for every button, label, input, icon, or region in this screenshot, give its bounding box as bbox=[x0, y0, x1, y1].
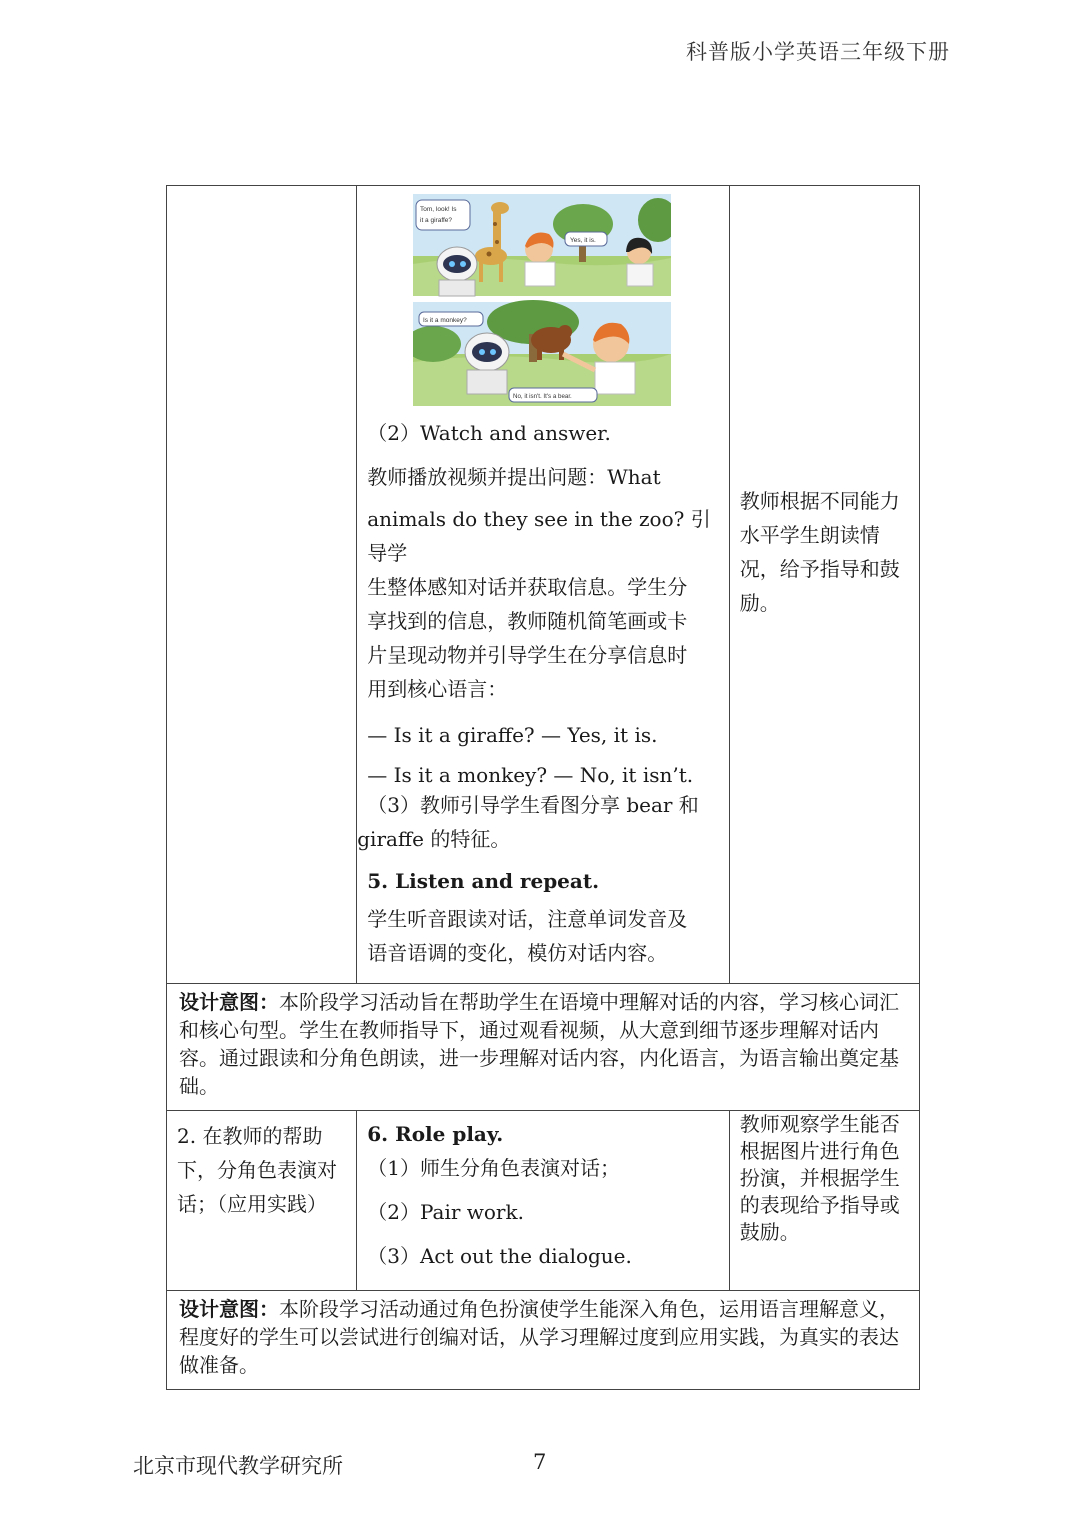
design-intent-label: 设计意图： bbox=[179, 1297, 279, 1321]
lesson-plan-table bbox=[166, 185, 920, 1390]
bubble-giraffe-question-line1: Tom, look! Is bbox=[420, 206, 457, 213]
objective-cell bbox=[167, 1111, 357, 1291]
assessment-note: 教师观察学生能否根据图片进行角色扮演，并根据学生的表现给予指导或鼓励。 bbox=[739, 1112, 900, 1244]
activity-text-line: 学生听音跟读对话，注意单词发音及 bbox=[367, 907, 688, 931]
activity-text-line: 片呈现动物并引导学生在分享信息时 bbox=[367, 643, 688, 667]
page-number: 7 bbox=[533, 1450, 547, 1474]
footer-organization: 北京市现代教学研究所 bbox=[133, 1454, 343, 1478]
table-row-activity-roleplay bbox=[167, 1111, 920, 1291]
dialogue-line-monkey: — Is it a monkey? — No, it isn’t. bbox=[367, 763, 694, 787]
activity-text-line: 用到核心语言： bbox=[367, 677, 508, 701]
design-intent-cell bbox=[167, 1291, 920, 1390]
bubble-monkey-question: Is it a monkey? bbox=[423, 317, 467, 324]
activity-text-line: 语音语调的变化，模仿对话内容。 bbox=[367, 941, 668, 965]
page-header: 科普版小学英语三年级下册 bbox=[686, 40, 950, 64]
table-row-activity-listen bbox=[167, 186, 920, 984]
table-row-intent-1 bbox=[167, 984, 920, 1111]
assessment-cell bbox=[729, 1111, 919, 1291]
design-intent-cell bbox=[167, 984, 920, 1111]
activity-text-line: animals do they see in the zoo? 引导学 bbox=[367, 507, 711, 565]
zoo-dialogue-picture bbox=[413, 194, 671, 406]
activity-text-line: 教师播放视频并提出问题：What bbox=[367, 465, 661, 489]
bubble-giraffe-answer: Yes, it is. bbox=[570, 237, 597, 244]
design-intent-text: 本阶段学习活动通过角色扮演使学生能深入角色，运用语言理解意义，程度好的学生可以尝试进行创编对话，从学习理解过度到应用实践，为真实的表达做准备。 bbox=[179, 1297, 899, 1377]
objective-cell-empty bbox=[167, 186, 357, 984]
bubble-giraffe-question-line2: it a giraffe? bbox=[420, 217, 453, 224]
roleplay-step: （1）师生分角色表演对话； bbox=[367, 1156, 620, 1180]
activity-text-line: 享找到的信息，教师随机简笔画或卡 bbox=[367, 609, 688, 633]
step-watch-and-answer: （2）Watch and answer. bbox=[367, 421, 611, 445]
activity-cell bbox=[357, 1111, 729, 1291]
activity-text-line: 生整体感知对话并获取信息。学生分 bbox=[367, 575, 688, 599]
table-row-intent-2 bbox=[167, 1291, 920, 1390]
panel-giraffe bbox=[413, 194, 671, 296]
design-intent-label: 设计意图： bbox=[179, 990, 279, 1014]
bubble-bear-answer: No, it isn't. It's a bear. bbox=[513, 393, 573, 400]
textbook-illustration bbox=[413, 194, 671, 406]
dialogue-line-giraffe: — Is it a giraffe? — Yes, it is. bbox=[367, 723, 658, 747]
objective-text: 2. 在教师的帮助下，分角色表演对话；（应用实践） bbox=[177, 1124, 337, 1216]
step-listen-and-repeat: 5. Listen and repeat. bbox=[367, 869, 600, 893]
assessment-note: 教师根据不同能力水平学生朗读情况，给予指导和鼓励。 bbox=[739, 489, 900, 615]
step-share-features-cont: giraffe 的特征。 bbox=[357, 827, 511, 851]
roleplay-step: （2）Pair work. bbox=[367, 1200, 524, 1224]
assessment-cell bbox=[729, 186, 919, 984]
panel-bear bbox=[413, 300, 671, 406]
step-role-play: 6. Role play. bbox=[367, 1122, 504, 1146]
activity-cell bbox=[357, 186, 729, 984]
roleplay-step: （3）Act out the dialogue. bbox=[367, 1244, 632, 1268]
design-intent-text: 本阶段学习活动旨在帮助学生在语境中理解对话的内容，学习核心词汇和核心句型。学生在教师指导下，通过观看视频，从大意到细节逐步理解对话内容。通过跟读和分角色朗读，进一步理解对话内容，内化语言，为语言输出奠定基础。 bbox=[179, 990, 899, 1098]
step-share-features: （3）教师引导学生看图分享 bear 和 bbox=[367, 793, 699, 817]
